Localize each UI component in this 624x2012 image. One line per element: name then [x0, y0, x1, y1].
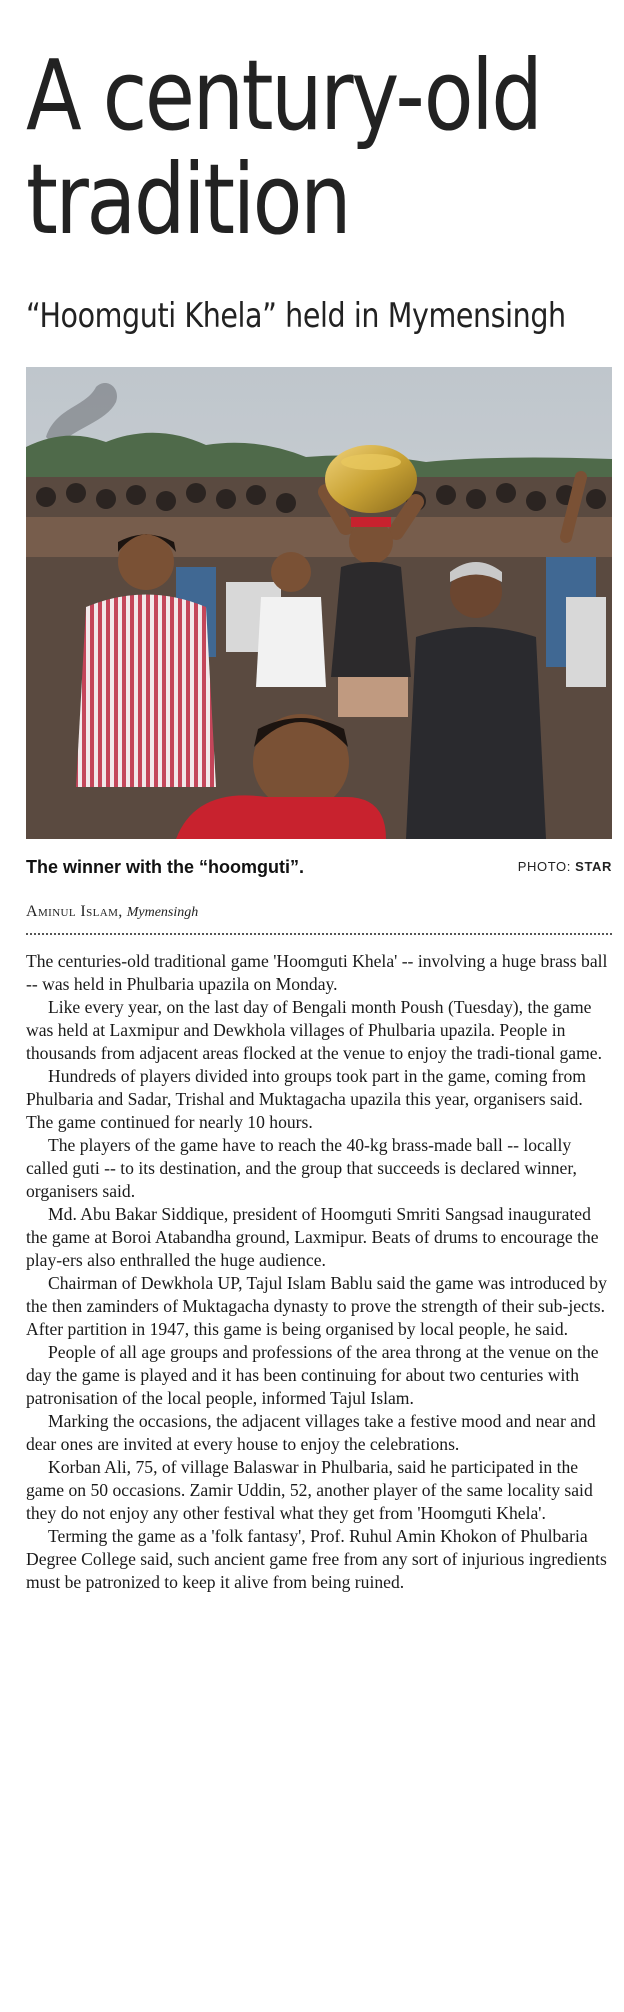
headline-line-2: tradition	[26, 143, 350, 256]
paragraph-4: The players of the game have to reach the 40-kg brass-made ball -- locally called guti -- to its destination, and the group that succeeds is declared winner, organisers said.	[26, 1135, 577, 1201]
headline-line-1: A century-old	[26, 39, 541, 152]
crowd-photo-illustration	[26, 367, 612, 839]
byline	[26, 902, 198, 923]
paragraph-6: Chairman of Dewkhola UP, Tajul Islam Bablu said the game was introduced by the then zaminders of Muktagacha dynasty to prove the strength of their sub-jects. After partition in 1947, this game is being organised by local people, he said.	[26, 1273, 607, 1339]
photo-caption: The winner with the “hoomguti”.	[26, 857, 304, 877]
paragraph-5: Md. Abu Bakar Siddique, president of Hoomguti Smriti Sangsad inaugurated the game at Boroi Atabandha ground, Laxmipur. Beats of drums to encourage the play-ers also enthralled the huge audience.	[26, 1204, 599, 1270]
byline-place: Mymensingh	[126, 905, 199, 920]
paragraph-8: Marking the occasions, the adjacent villages take a festive mood and near and dear ones are invited at every house to enjoy the celebrations.	[26, 1411, 596, 1454]
headline	[26, 39, 606, 256]
photo-credit-label: PHOTO:	[517, 859, 571, 874]
paragraph-7: People of all age groups and professions of the area throng at the venue on the day the game is played and it has been continuing for about two centuries with patronisation of the local people, informed Tajul Islam.	[26, 1342, 599, 1408]
byline-author: Aminul Islam,	[26, 903, 123, 920]
paragraph-3: Hundreds of players divided into groups took part in the game, coming from Phulbaria and Sadar, Trishal and Muktagacha upazila this year, organisers said. The game continued for nearly 10 hours.	[26, 1066, 586, 1132]
paragraph-9: Korban Ali, 75, of village Balaswar in Phulbaria, said he participated in the game on 50 occasions. Zamir Uddin, 52, another player of the same locality said they do not enjoy any other festival what they get from 'Hoomguti Khela'.	[26, 1457, 593, 1523]
article-body	[26, 950, 612, 1594]
paragraph-1: The centuries-old traditional game 'Hoomguti Khela' -- involving a huge brass ball -- was held in Phulbaria upazila on Monday.	[26, 951, 608, 994]
photo-credit-source: STAR	[575, 859, 612, 874]
news-photo	[26, 367, 612, 839]
paragraph-2: Like every year, on the last day of Bengali month Poush (Tuesday), the game was held at Laxmipur and Dewkhola villages of Phulbaria upazila. People in thousands from adjacent areas flocked at the venue to enjoy the tradi-tional game.	[26, 997, 602, 1063]
subheadline: “Hoomguti Khela” held in Mymensingh	[26, 296, 566, 336]
photo-credit	[518, 858, 612, 876]
paragraph-10: Terming the game as a 'folk fantasy', Prof. Ruhul Amin Khokon of Phulbaria Degree College said, such ancient game free from any sort of injurious ingredients must be patronized to keep it alive from being ruined.	[26, 1526, 607, 1592]
dotted-divider	[26, 933, 612, 935]
